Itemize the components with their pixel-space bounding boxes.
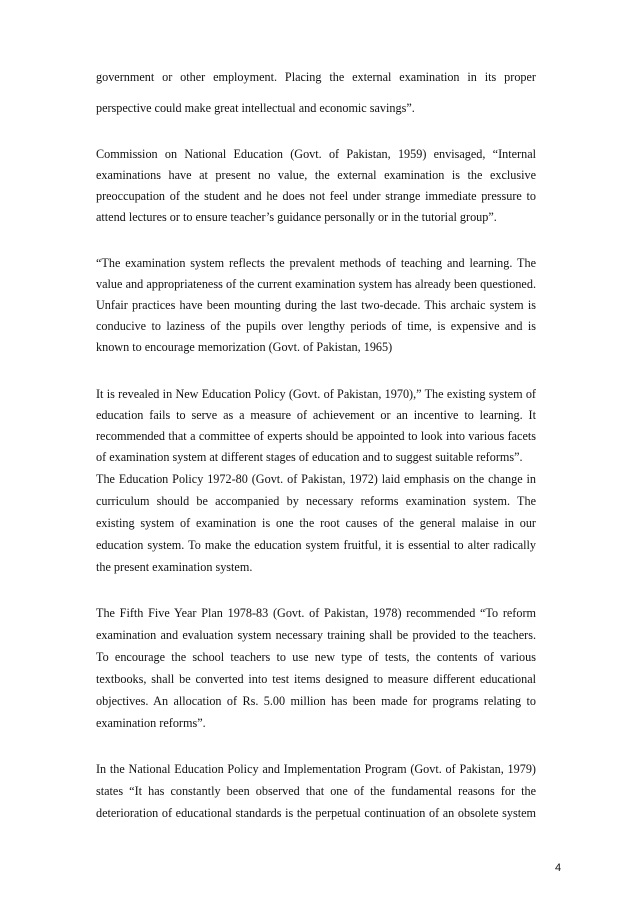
paragraph-5-line-2: curriculum should be accompanied by necessary reforms examination system. The xyxy=(96,494,536,508)
paragraph-4-line-1: It is revealed in New Education Policy (Govt. of Pakistan, 1970),” The existing system of xyxy=(96,387,536,401)
paragraph-7-line-2: states “It has constantly been observed that one of the fundamental reasons for the xyxy=(96,784,536,798)
paragraph-5-line-3: existing system of examination is one the root causes of the general malaise in our xyxy=(96,516,536,530)
paragraph-2-line-1: Commission on National Education (Govt. of Pakistan, 1959) envisaged, “Internal xyxy=(96,147,536,161)
paragraph-5-line-1: The Education Policy 1972-80 (Govt. of Pakistan, 1972) laid emphasis on the change in xyxy=(96,472,536,486)
paragraph-6-line-5: objectives. An allocation of Rs. 5.00 million has been made for programs relating to xyxy=(96,694,536,708)
paragraph-6-line-3: To encourage the school teachers to use new type of tests, the contents of various xyxy=(96,650,536,664)
paragraph-6-line-6: examination reforms”. xyxy=(96,716,206,730)
paragraph-7-line-3: deterioration of educational standards is the perpetual continuation of an obsolete system xyxy=(96,806,536,820)
paragraph-1-line-2: perspective could make great intellectual and economic savings”. xyxy=(96,101,415,115)
paragraph-6-line-4: textbooks, shall be converted into test items designed to measure different educational xyxy=(96,672,536,686)
paragraph-4-line-3: recommended that a committee of experts should be appointed to look into various facets xyxy=(96,429,536,443)
paragraph-2-line-3: preoccupation of the student and he does not feel under strange immediate pressure to xyxy=(96,189,536,203)
paragraph-1-line-1: government or other employment. Placing the external examination in its proper xyxy=(96,70,536,84)
paragraph-6-line-2: examination and evaluation system necessary training shall be provided to the teachers. xyxy=(96,628,536,642)
paragraph-3-line-5: known to encourage memorization (Govt. of Pakistan, 1965) xyxy=(96,340,393,354)
paragraph-4-line-4: of examination system at different stages of education and to suggest suitable reforms”. xyxy=(96,450,523,464)
paragraph-3-line-1: “The examination system reflects the prevalent methods of teaching and learning. The xyxy=(96,256,536,270)
paragraph-3-line-4: conducive to laziness of the pupils over lengthy periods of time, is expensive and is xyxy=(96,319,536,333)
paragraph-5-line-4: education system. To make the education system fruitful, it is essential to alter radically xyxy=(96,538,536,552)
paragraph-5-line-5: the present examination system. xyxy=(96,560,253,574)
paragraph-4-line-2: education fails to serve as a measure of achievement or an incentive to learning. It xyxy=(96,408,536,422)
paragraph-3-line-2: value and appropriateness of the current examination system has already been questioned. xyxy=(96,277,536,291)
paragraph-3-line-3: Unfair practices have been mounting during the last two-decade. This archaic system is xyxy=(96,298,536,312)
paragraph-6-line-1: The Fifth Five Year Plan 1978-83 (Govt. of Pakistan, 1978) recommended “To reform xyxy=(96,606,536,620)
paragraph-7-line-1: In the National Education Policy and Implementation Program (Govt. of Pakistan, 1979) xyxy=(96,762,536,776)
page-number: 4 xyxy=(555,862,562,874)
paragraph-2-line-2: examinations have at present no value, the external examination is the exclusive xyxy=(96,168,536,182)
paragraph-2-line-4: attend lectures or to ensure teacher’s guidance personally or in the tutorial group”. xyxy=(96,210,497,224)
